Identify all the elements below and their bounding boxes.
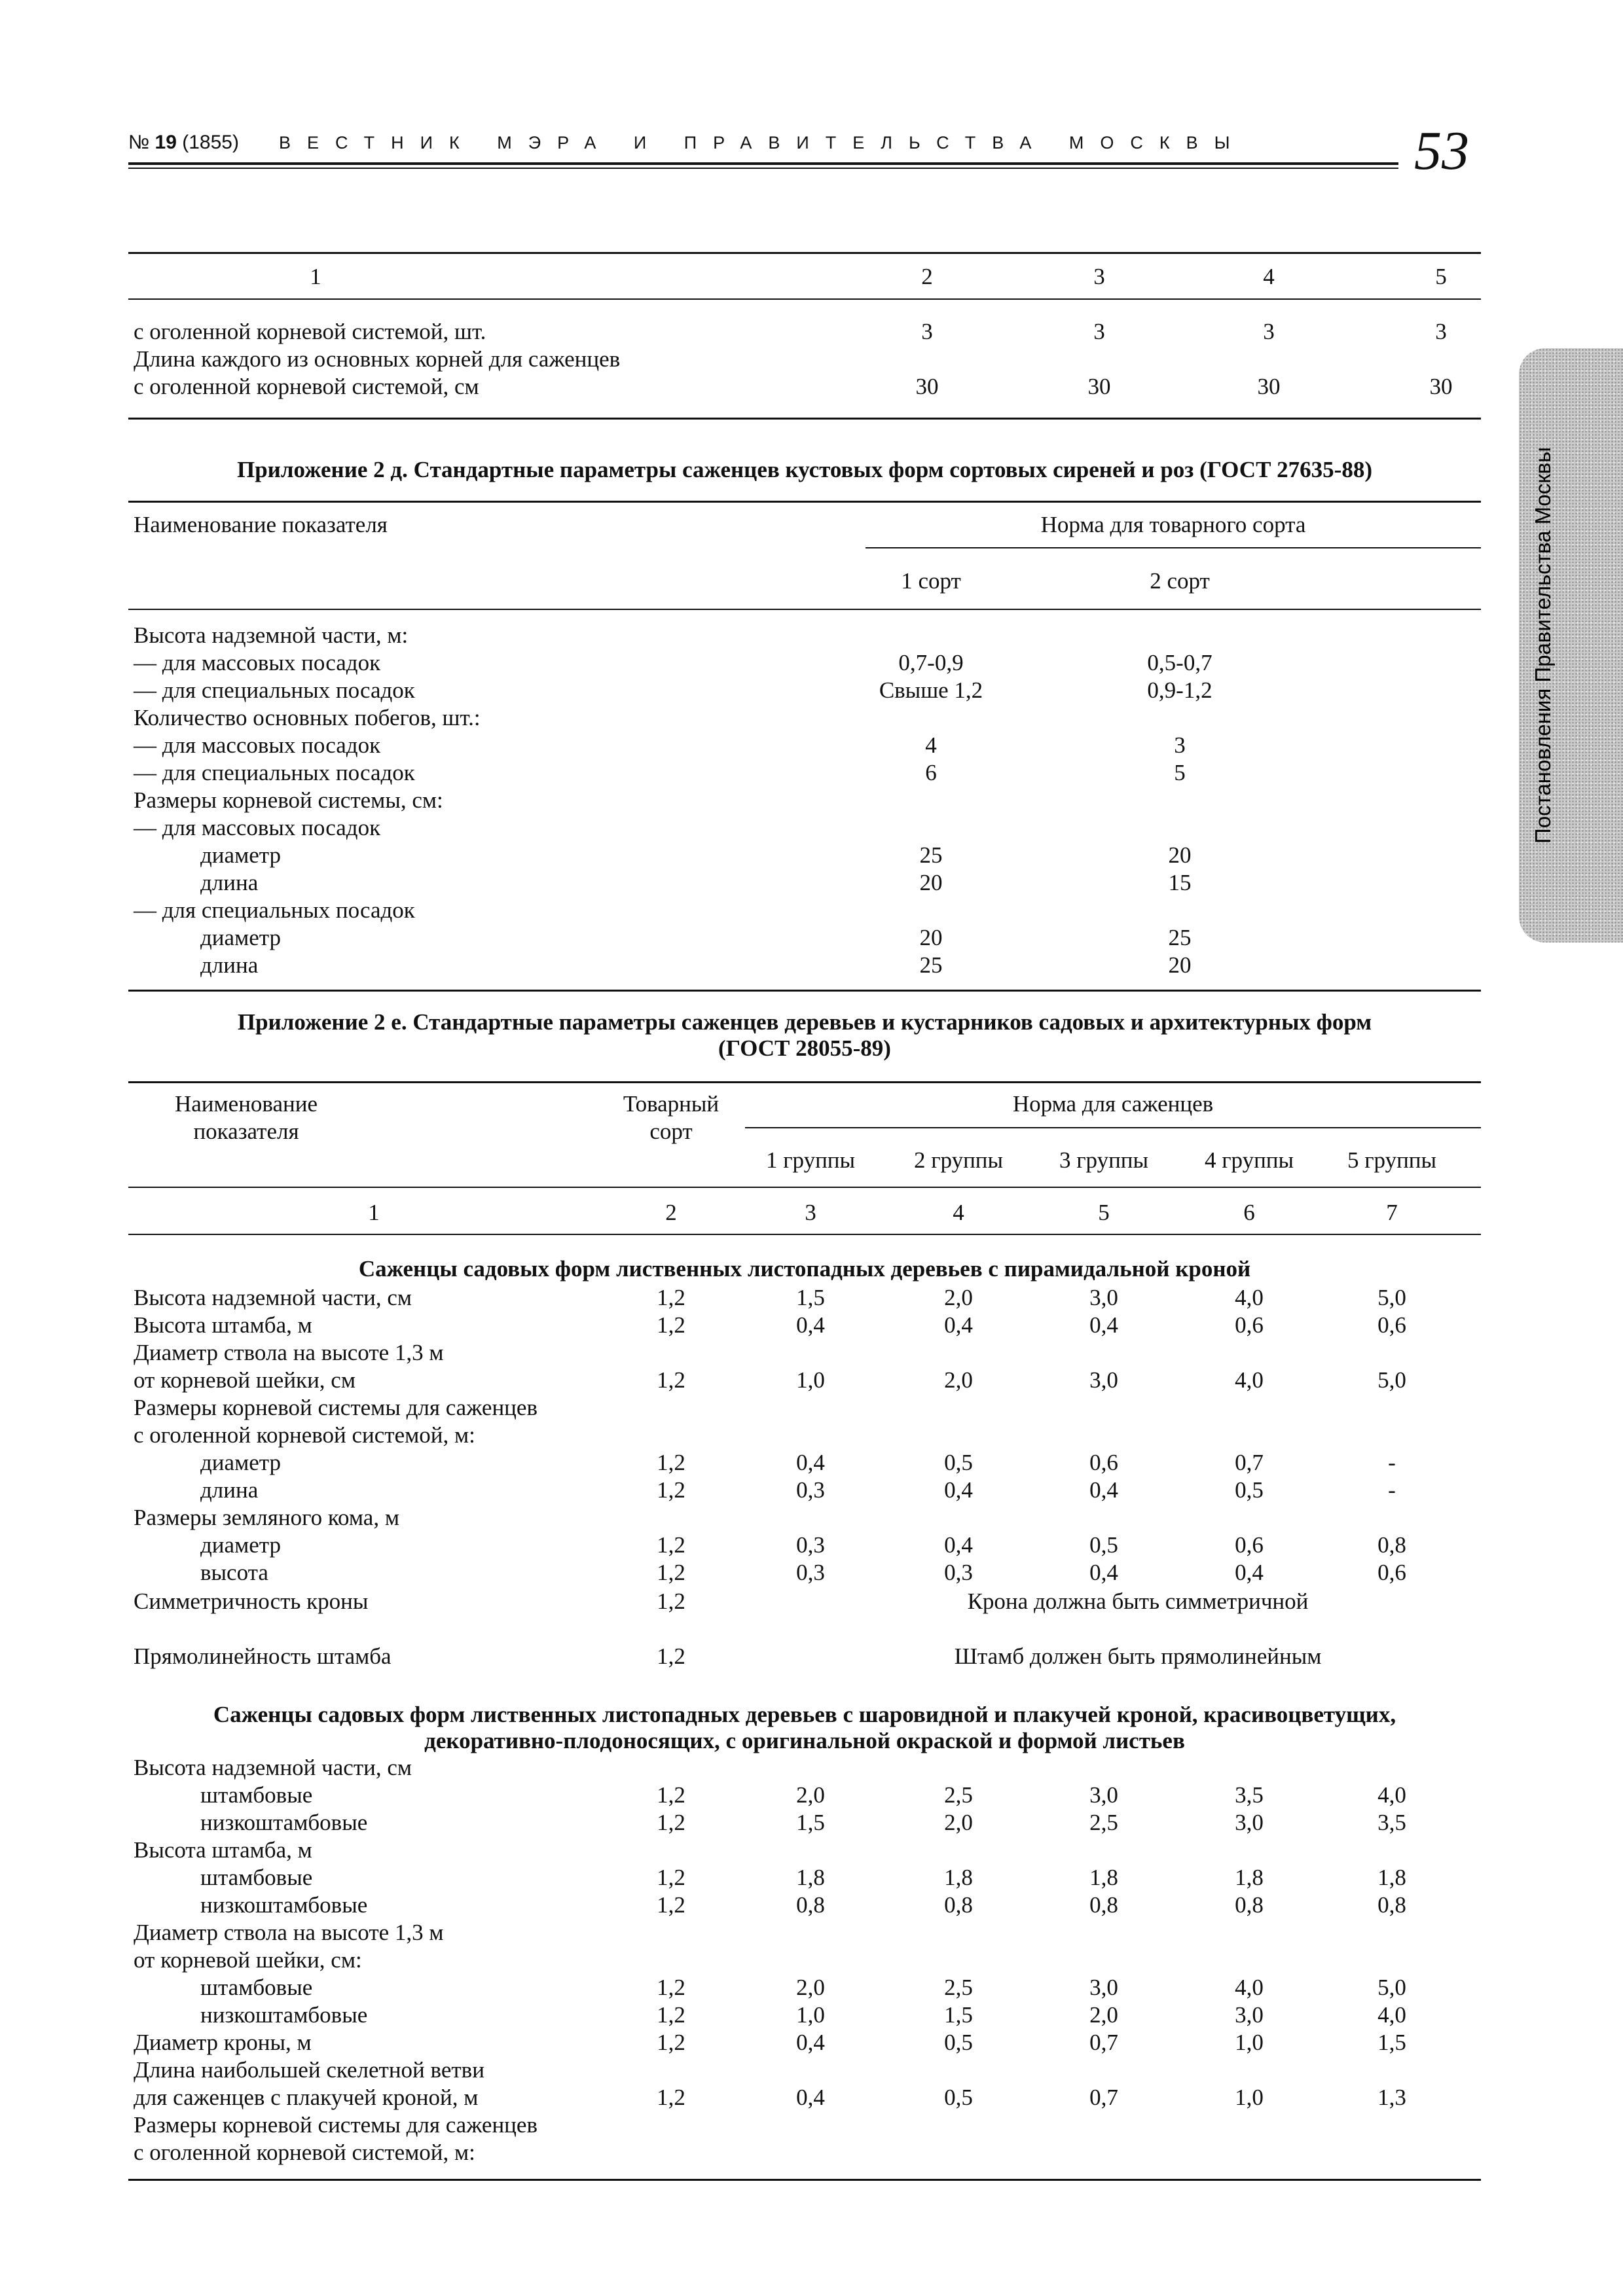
table-row [128, 2111, 1481, 2139]
row-label: — для массовых посадок [134, 650, 381, 675]
row-value: 1,8 [1089, 1865, 1118, 1890]
row-value: 0,3 [944, 1560, 973, 1585]
row-grade: 1,2 [657, 1367, 685, 1393]
table-row [128, 1864, 1481, 1892]
row-value: 0,7 [1089, 2030, 1118, 2055]
row-grade: 1,2 [657, 1285, 685, 1310]
row-label: диаметр [200, 1532, 281, 1558]
row-value: 0,6 [1377, 1560, 1406, 1585]
table-row [128, 1504, 1481, 1532]
table-row [128, 318, 1481, 346]
row-grade: 1,2 [657, 1643, 685, 1669]
table-row [128, 1449, 1481, 1477]
row-value: 1,5 [944, 2002, 973, 2028]
row-value: 1,5 [1377, 2030, 1406, 2055]
table-top-header-rule [128, 298, 1481, 300]
issue-number [128, 130, 239, 156]
row-label: — для специальных посадок [134, 677, 415, 703]
row-label: — для массовых посадок [134, 815, 381, 840]
row-label: штамбовые [200, 1865, 313, 1890]
appendix-e-head-norm: Норма для саженцев [1012, 1091, 1214, 1117]
row-label: длина [200, 952, 259, 978]
row-value: 30 [915, 374, 939, 399]
row-value: 1,8 [796, 1865, 825, 1890]
table-row [128, 346, 1481, 373]
table-row [128, 1974, 1481, 2001]
appendix-d-head-norm: Норма для товарного сорта [1040, 512, 1306, 537]
row-value: 0,8 [1377, 1892, 1406, 1918]
row-value: 0,4 [796, 2085, 825, 2110]
row-label: низкоштамбовые [200, 1810, 368, 1835]
table-top-rule [128, 252, 1481, 254]
row-value: 1,0 [796, 2002, 825, 2028]
row-value: 30 [1429, 374, 1453, 399]
row-label: — для специальных посадок [134, 897, 415, 923]
table-row [128, 2001, 1481, 2029]
row-value: 0,4 [796, 1312, 825, 1338]
row-value: 4,0 [1235, 1285, 1264, 1310]
table-row [128, 1284, 1481, 1312]
row-value: 0,7 [1089, 2085, 1118, 2110]
row-label: Размеры корневой системы для саженцев [134, 2112, 538, 2138]
appendix-e-section2-title-line1: Саженцы садовых форм лиственных листопадных деревьев с шаровидной и плакучей кроной, красивоцветущих, [213, 1702, 1396, 1727]
row-grade: 1,2 [657, 1865, 685, 1890]
issue-number-value: 19 [155, 132, 177, 153]
row-value: 0,8 [1235, 1892, 1264, 1918]
table-row [128, 732, 1481, 759]
table-row [128, 1559, 1481, 1587]
row-value: 2,0 [944, 1367, 973, 1393]
row-label: Высота надземной части, м: [134, 622, 409, 648]
row-label: низкоштамбовые [200, 2002, 368, 2028]
table-row [128, 704, 1481, 732]
row-value: 2,0 [944, 1810, 973, 1835]
row-value: 1,5 [796, 1285, 825, 1310]
row-label: Высота надземной части, см [134, 1285, 412, 1310]
table-top-colnum: 3 [1093, 264, 1105, 289]
table-row [128, 677, 1481, 704]
appendix-e-section2-title-line2: декоративно-плодоносящих, с оригинальной окраской и формой листьев [424, 1728, 1185, 1753]
row-label: Размеры земляного кома, м [134, 1505, 399, 1530]
table-row [128, 622, 1481, 649]
row-grade: 1,2 [657, 1532, 685, 1558]
appendix-e-caption-line2: (ГОСТ 28055-89) [718, 1035, 891, 1061]
appendix-e-head-grade-1: Товарный [623, 1091, 720, 1117]
row-value: 0,4 [1089, 1560, 1118, 1585]
row-value: 0,5 [944, 2085, 973, 2110]
row-value: 0,4 [1089, 1477, 1118, 1503]
row-value: 1,8 [944, 1865, 973, 1890]
row-value: 0,8 [796, 1892, 825, 1918]
row-value: 0,8 [1089, 1892, 1118, 1918]
section-side-tab-label: Постановления Правительства Москвы [1531, 447, 1555, 844]
table-row [128, 1782, 1481, 1809]
row-value: 0,5 [1235, 1477, 1264, 1503]
table-top-colnum: 2 [921, 264, 933, 289]
row-label: Высота штамба, м [134, 1312, 312, 1338]
row-value: 0,4 [944, 1312, 973, 1338]
row-value: 2,0 [944, 1285, 973, 1310]
row-value-grade2: 0,5-0,7 [1147, 650, 1213, 675]
group-header: 4 группы [1204, 1147, 1294, 1173]
row-label: с оголенной корневой системой, см [134, 374, 479, 399]
row-value: 0,6 [1235, 1532, 1264, 1558]
row-value: 5,0 [1377, 1285, 1406, 1310]
row-spanning-text: Крона должна быть симметричной [967, 1588, 1309, 1614]
row-value: 1,0 [796, 1367, 825, 1393]
table-row [128, 1477, 1481, 1504]
row-value: 2,0 [1089, 2002, 1118, 2028]
appendix-e-head-indicator-2: показателя [193, 1119, 299, 1144]
row-value: 3 [921, 319, 933, 344]
row-value: 3,5 [1377, 1810, 1406, 1835]
table-row [128, 373, 1481, 401]
row-grade: 1,2 [657, 2030, 685, 2055]
table-row [128, 952, 1481, 979]
appendix-d-top-rule [128, 501, 1481, 503]
table-row [128, 1367, 1481, 1394]
column-number: 4 [953, 1200, 964, 1225]
row-value-grade2: 3 [1174, 732, 1186, 758]
row-value: 0,4 [796, 1450, 825, 1475]
row-label: — для массовых посадок [134, 732, 381, 758]
row-value: 3 [1435, 319, 1447, 344]
row-label: штамбовые [200, 1782, 313, 1808]
row-grade: 1,2 [657, 2085, 685, 2110]
appendix-d-head-rule [128, 609, 1481, 610]
row-value: 5,0 [1377, 1367, 1406, 1393]
row-value: 2,5 [1089, 1810, 1118, 1835]
row-label: диаметр [200, 842, 281, 868]
row-value: 0,5 [944, 1450, 973, 1475]
row-value-grade1: 25 [919, 952, 943, 978]
table-top-colnum: 5 [1435, 264, 1447, 289]
table-top-colnum: 4 [1263, 264, 1275, 289]
row-label: Длина каждого из основных корней для саженцев [134, 346, 621, 372]
row-grade: 1,2 [657, 1782, 685, 1808]
row-value-grade1: 20 [919, 925, 943, 950]
row-label: Прямолинейность штамба [134, 1643, 392, 1669]
row-label: штамбовые [200, 1975, 313, 2000]
row-value: 0,3 [796, 1560, 825, 1585]
column-number: 6 [1243, 1200, 1255, 1225]
row-label: — для специальных посадок [134, 760, 415, 785]
table-row [128, 1809, 1481, 1837]
appendix-e-caption-line1: Приложение 2 е. Стандартные параметры саженцев деревьев и кустарников садовых и архитектурных форм [237, 1009, 1372, 1035]
table-row [128, 1532, 1481, 1559]
row-value: 3 [1263, 319, 1275, 344]
column-number: 1 [368, 1200, 380, 1225]
table-row [128, 1394, 1481, 1422]
row-grade: 1,2 [657, 2002, 685, 2028]
row-value: 3,5 [1235, 1782, 1264, 1808]
row-value: 0,6 [1377, 1312, 1406, 1338]
table-row-span [128, 1588, 1481, 1615]
row-label: Высота штамба, м [134, 1837, 312, 1863]
row-label: длина [200, 870, 259, 895]
row-value: 4,0 [1377, 2002, 1406, 2028]
row-grade: 1,2 [657, 1312, 685, 1338]
row-label: Диаметр ствола на высоте 1,3 м [134, 1920, 444, 1945]
row-label: высота [200, 1560, 268, 1585]
appendix-d-bottom-rule [128, 990, 1481, 992]
row-grade: 1,2 [657, 1450, 685, 1475]
row-label: Длина наибольшей скелетной ветви [134, 2057, 484, 2083]
appendix-d-head-grade2: 2 сорт [1150, 568, 1210, 594]
row-value: 1,5 [796, 1810, 825, 1835]
column-number: 5 [1098, 1200, 1110, 1225]
row-label: Размеры корневой системы для саженцев [134, 1395, 538, 1420]
row-grade: 1,2 [657, 1560, 685, 1585]
row-value: 3,0 [1089, 1975, 1118, 2000]
row-value: 1,0 [1235, 2085, 1264, 2110]
appendix-d-head-grade1: 1 сорт [901, 568, 961, 594]
row-label: диаметр [200, 925, 281, 950]
table-row [128, 1919, 1481, 1946]
row-value: 0,7 [1235, 1450, 1264, 1475]
row-value: 0,3 [796, 1477, 825, 1503]
row-value: 3,0 [1235, 1810, 1264, 1835]
table-row [128, 814, 1481, 842]
appendix-e-colnum-rule [128, 1234, 1481, 1235]
table-row [128, 1422, 1481, 1449]
row-value: 3,0 [1089, 1285, 1118, 1310]
table-row [128, 1339, 1481, 1367]
table-row [128, 759, 1481, 787]
row-label: низкоштамбовые [200, 1892, 368, 1918]
row-value: 0,4 [796, 2030, 825, 2055]
running-header [128, 130, 1398, 162]
table-row [128, 1837, 1481, 1864]
row-grade: 1,2 [657, 1477, 685, 1503]
column-number: 3 [805, 1200, 816, 1225]
table-row [128, 1754, 1481, 1782]
column-number: 2 [665, 1200, 677, 1225]
appendix-e-bottom-rule [128, 2179, 1481, 2181]
row-value-grade1: 25 [919, 842, 943, 868]
row-value: 3,0 [1089, 1782, 1118, 1808]
row-label: от корневой шейки, см: [134, 1947, 362, 1973]
row-value: 1,3 [1377, 2085, 1406, 2110]
row-label: с оголенной корневой системой, м: [134, 2140, 475, 2165]
row-value: 0,4 [1235, 1560, 1264, 1585]
row-spanning-text: Штамб должен быть прямолинейным [954, 1643, 1322, 1669]
group-header: 3 группы [1059, 1147, 1149, 1173]
table-row [128, 1946, 1481, 1974]
row-value: 0,8 [1377, 1532, 1406, 1558]
row-grade: 1,2 [657, 1588, 685, 1614]
row-value: - [1388, 1477, 1396, 1503]
group-header: 5 группы [1347, 1147, 1437, 1173]
row-value: 0,5 [944, 2030, 973, 2055]
appendix-d-caption: Приложение 2 д. Стандартные параметры саженцев кустовых форм сортовых сиреней и роз (ГОСТ 27635-88) [236, 457, 1372, 482]
row-value-grade1: 0,7-0,9 [898, 650, 964, 675]
appendix-e-top-rule [128, 1081, 1481, 1083]
row-value: 0,6 [1089, 1450, 1118, 1475]
column-number: 7 [1386, 1200, 1398, 1225]
row-value: 0,8 [944, 1892, 973, 1918]
table-row [128, 787, 1481, 814]
header-rule-thick [128, 162, 1398, 165]
row-value: 1,0 [1235, 2030, 1264, 2055]
row-label: Симметричность кроны [134, 1588, 369, 1614]
table-row [128, 924, 1481, 952]
row-grade: 1,2 [657, 1810, 685, 1835]
row-value-grade1: Свыше 1,2 [879, 677, 983, 703]
row-label: для саженцев с плакучей кроной, м [134, 2085, 479, 2110]
row-value-grade2: 20 [1168, 842, 1192, 868]
row-label: с оголенной корневой системой, м: [134, 1422, 475, 1448]
table-top-bottom-rule [128, 418, 1481, 420]
row-label: Диаметр ствола на высоте 1,3 м [134, 1340, 444, 1365]
row-value-grade2: 0,9-1,2 [1147, 677, 1213, 703]
row-value-grade1: 6 [925, 760, 937, 785]
table-row [128, 869, 1481, 897]
table-row [128, 2029, 1481, 2056]
table-top-header-row [128, 263, 1481, 291]
row-value: 5,0 [1377, 1975, 1406, 2000]
table-row [128, 2139, 1481, 2166]
row-value-grade2: 5 [1174, 760, 1186, 785]
row-value: 2,0 [796, 1975, 825, 2000]
row-label: Размеры корневой системы, см: [134, 787, 443, 813]
publication-title: ВЕСТНИК МЭРА И ПРАВИТЕЛЬСТВА МОСКВЫ [279, 133, 1247, 152]
appendix-e-section1-title: Саженцы садовых форм лиственных листопадных деревьев с пирамидальной кроной [358, 1256, 1251, 1282]
row-value-grade1: 4 [925, 732, 937, 758]
row-value-grade1: 20 [919, 870, 943, 895]
page-number: 53 [1414, 120, 1469, 181]
row-label: с оголенной корневой системой, шт. [134, 319, 486, 344]
table-top-colnum: 1 [310, 264, 321, 289]
row-value: 0,4 [944, 1477, 973, 1503]
appendix-d-head-indicator: Наименование показателя [134, 512, 388, 537]
row-label: длина [200, 1477, 259, 1503]
group-header: 1 группы [765, 1147, 856, 1173]
row-value: 1,8 [1377, 1865, 1406, 1890]
row-value-grade2: 15 [1168, 870, 1192, 895]
table-row [128, 649, 1481, 677]
row-label: от корневой шейки, см [134, 1367, 356, 1393]
row-value: 1,8 [1235, 1865, 1264, 1890]
issue-year: (1855) [182, 132, 239, 153]
row-value: 0,6 [1235, 1312, 1264, 1338]
row-value: 4,0 [1377, 1782, 1406, 1808]
table-row [128, 1892, 1481, 1919]
row-value: 3 [1093, 319, 1105, 344]
row-label: Высота надземной части, см [134, 1755, 412, 1780]
appendix-e-head-subrule [745, 1127, 1481, 1128]
row-value: 3,0 [1089, 1367, 1118, 1393]
table-row [128, 897, 1481, 924]
row-value: 4,0 [1235, 1367, 1264, 1393]
table-row [128, 2056, 1481, 2084]
row-value: 3,0 [1235, 2002, 1264, 2028]
table-row [128, 1312, 1481, 1339]
table-row [128, 2084, 1481, 2111]
row-value-grade2: 25 [1168, 925, 1192, 950]
table-row [128, 842, 1481, 869]
row-value: 2,0 [796, 1782, 825, 1808]
row-grade: 1,2 [657, 1892, 685, 1918]
table-row-span [128, 1643, 1481, 1670]
row-value: 0,5 [1089, 1532, 1118, 1558]
appendix-e-head-grade-2: сорт [649, 1119, 693, 1144]
row-label: Диаметр кроны, м [134, 2030, 312, 2055]
row-value: - [1388, 1450, 1396, 1475]
row-value: 4,0 [1235, 1975, 1264, 2000]
row-value: 30 [1087, 374, 1111, 399]
row-label: диаметр [200, 1450, 281, 1475]
row-value: 30 [1257, 374, 1281, 399]
row-value: 0,3 [796, 1532, 825, 1558]
row-value: 0,4 [944, 1532, 973, 1558]
row-value-grade2: 20 [1168, 952, 1192, 978]
row-value: 0,4 [1089, 1312, 1118, 1338]
issue-number-prefix: № [128, 132, 150, 153]
header-rule-thin [128, 168, 1398, 169]
appendix-e-head-rule [128, 1187, 1481, 1188]
appendix-e-head-indicator-1: Наименование [174, 1091, 318, 1117]
row-value: 2,5 [944, 1782, 973, 1808]
appendix-d-head-subrule [866, 547, 1481, 548]
group-header: 2 группы [913, 1147, 1004, 1173]
row-value: 2,5 [944, 1975, 973, 2000]
row-grade: 1,2 [657, 1975, 685, 2000]
row-label: Количество основных побегов, шт.: [134, 705, 481, 730]
